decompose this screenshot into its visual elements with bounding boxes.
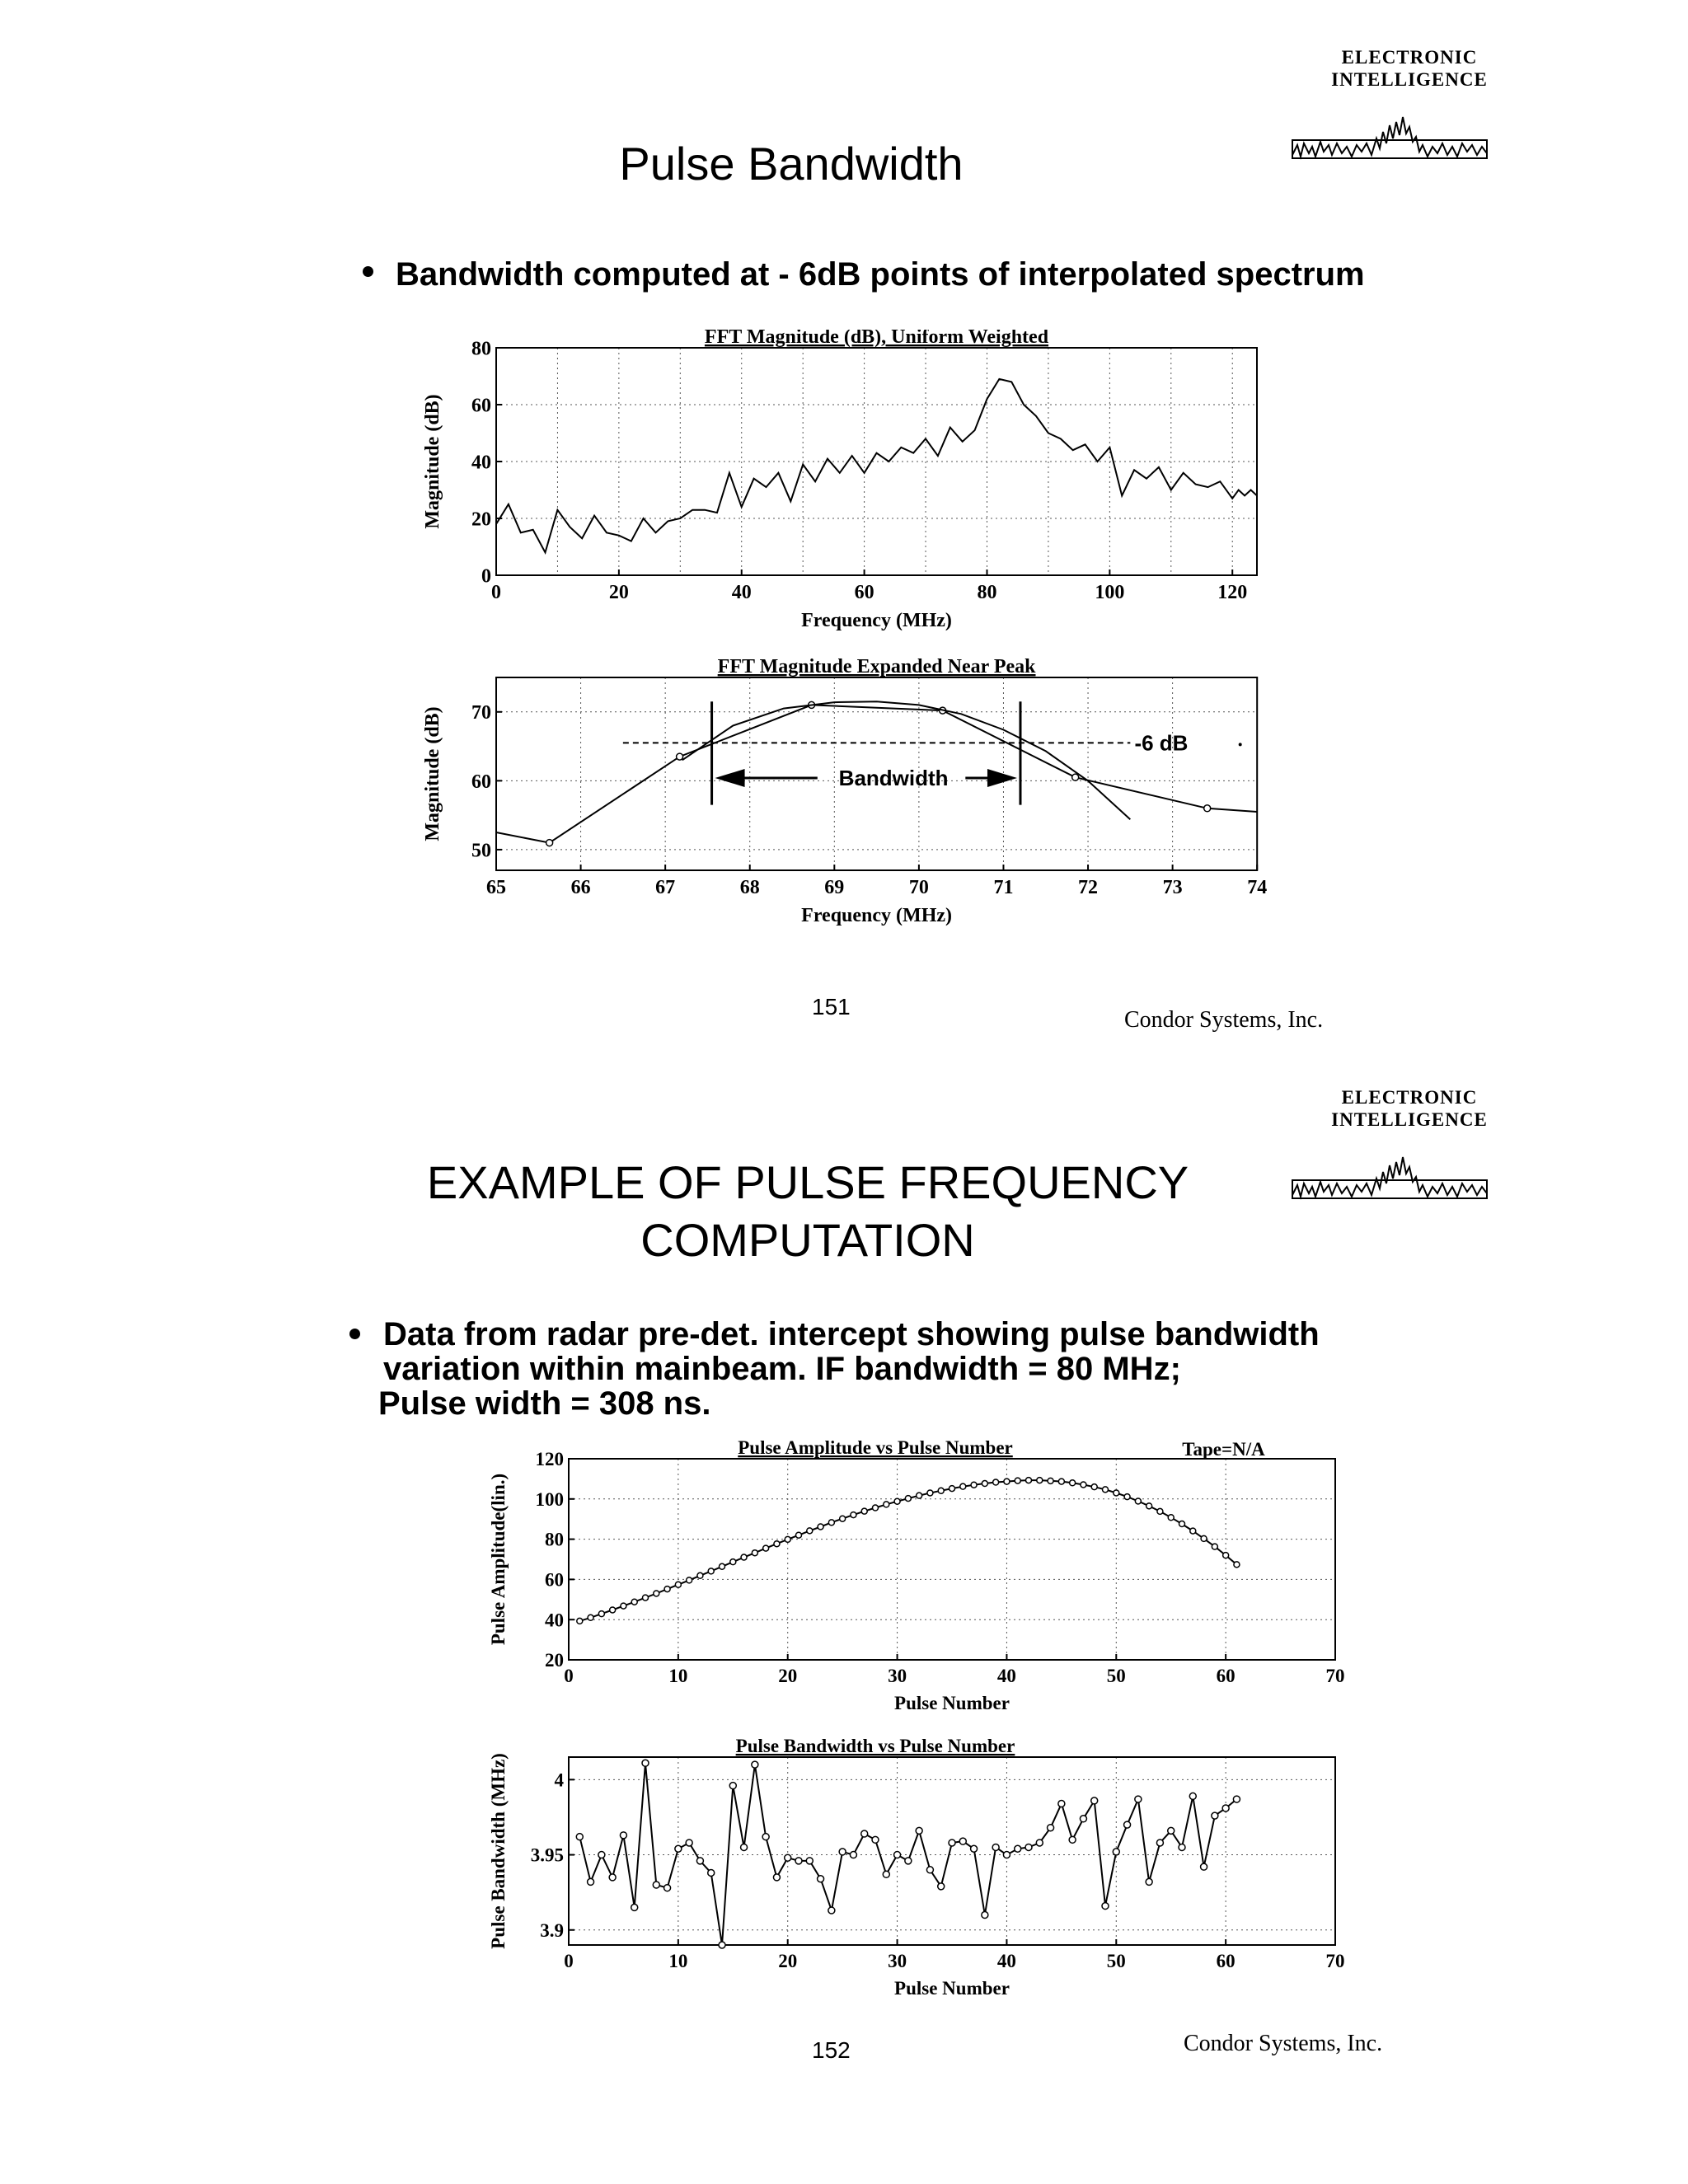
page-number: 152 [812,2037,851,2063]
y-tick-label: 40 [471,452,491,474]
data-point [1179,1521,1185,1527]
y-tick-label: 20 [545,1650,564,1671]
data-point [861,1830,868,1837]
data-point [1080,1816,1086,1822]
x-tick-label: 60 [1216,1951,1236,1971]
data-point [1091,1484,1097,1490]
x-axis-label: Frequency (MHz) [801,905,953,926]
pulse-amplitude-chart [478,1434,1385,1731]
x-tick-label: 0 [564,1666,574,1686]
data-point [576,1834,583,1840]
bandwidth-arrow-right-icon [987,769,1017,787]
data-point [993,1479,999,1485]
x-tick-label: 73 [1162,877,1183,898]
x-tick-label: 20 [778,1666,798,1686]
data-point [1189,1793,1196,1799]
plot-frame [569,1757,1335,1945]
data-point [1004,1479,1010,1484]
data-point [960,1483,966,1489]
data-point [642,1760,649,1766]
data-point [1015,1845,1021,1852]
x-tick-label: 67 [655,877,676,898]
data-point [795,1858,802,1864]
data-point [675,1845,682,1852]
data-point [926,1867,933,1873]
bullet-line-3: Pulse width = 308 ns. [378,1385,711,1422]
data-point [653,1882,659,1888]
y-tick-label: 3.95 [530,1844,564,1866]
data-point [773,1874,780,1881]
data-point [675,1582,681,1587]
data-point [1102,1903,1109,1910]
data-line [579,1763,1236,1945]
chart-title: Pulse Bandwidth vs Pulse Number [735,1736,1015,1756]
data-point [1179,1844,1185,1850]
y-axis-label: Magnitude (dB) [422,706,443,841]
data-point [1069,1836,1076,1843]
data-point [1168,1515,1174,1521]
x-axis-label: Pulse Number [894,1693,1010,1713]
data-point [1114,1490,1119,1496]
company-name: Condor Systems, Inc. [1184,2031,1383,2056]
data-point [905,1496,911,1502]
data-point [752,1550,757,1556]
data-point [621,1603,626,1609]
chart-title: FFT Magnitude (dB), Uniform Weighted [704,330,1049,348]
data-point [894,1852,901,1858]
x-tick-label: 74 [1247,877,1268,898]
minus-6db-label: -6 dB [1134,730,1189,756]
y-tick-label: 70 [471,702,491,724]
y-tick-label: 60 [471,395,491,417]
bullet-text: Bandwidth computed at - 6dB points of interpolated spectrum [396,256,1365,293]
data-point [687,1577,692,1583]
x-tick-label: 10 [668,1666,688,1686]
data-point [730,1559,736,1565]
data-point [1081,1482,1086,1488]
y-tick-label: 3.9 [540,1919,564,1941]
data-point [1201,1535,1207,1541]
x-tick-label: 40 [996,1666,1016,1686]
data-point [861,1508,867,1514]
data-point [950,1486,955,1492]
bullet-line-1: Data from radar pre-det. intercept showing pulse bandwidth [383,1316,1320,1352]
data-point [839,1849,846,1855]
data-point [763,1545,769,1551]
electronic-intelligence-banner [1302,46,1517,91]
data-point [785,1536,790,1542]
data-point [686,1840,692,1846]
data-point [1091,1797,1098,1804]
data-point [654,1591,659,1596]
x-tick-label: 72 [1078,877,1099,898]
company-name: Condor Systems, Inc. [1124,1007,1324,1033]
x-tick-label: 30 [888,1666,907,1686]
banner-line-2: INTELLIGENCE [1331,1109,1488,1130]
data-point [598,1611,604,1617]
fft-magnitude-chart [404,330,1294,643]
x-tick-label: 70 [1325,1666,1345,1686]
x-tick-label: 10 [668,1951,688,1971]
data-point [1015,1478,1020,1483]
banner-line-1: ELECTRONIC [1341,47,1478,68]
data-point [916,1827,922,1834]
data-point [818,1876,824,1882]
data-point [806,1858,813,1864]
data-point [664,1586,670,1592]
data-point [1048,1478,1053,1483]
y-tick-label: 60 [545,1569,564,1591]
data-point [1234,1562,1240,1568]
data-point [905,1858,912,1864]
x-tick-label: 0 [564,1951,574,1971]
x-tick-label: 60 [1216,1666,1236,1686]
data-point [982,1912,988,1919]
x-tick-label: 60 [854,582,874,603]
page-number: 151 [812,994,851,1019]
data-point [588,1615,593,1620]
data-point [959,1838,966,1844]
y-tick-label: 0 [481,565,491,588]
x-tick-label: 68 [739,877,760,898]
data-point [949,1840,955,1846]
data-point [807,1528,813,1534]
slide-title-line-1: EXAMPLE OF PULSE FREQUENCY [426,1156,1189,1208]
data-point [1003,1852,1010,1858]
data-point [1135,1796,1142,1802]
y-tick-label: 60 [471,771,491,793]
data-point [708,1568,714,1574]
data-point [938,1883,945,1890]
data-point [610,1607,616,1613]
data-point [818,1524,823,1530]
data-point [1124,1494,1130,1500]
x-tick-label: 40 [996,1951,1016,1971]
bandwidth-arrow-left-icon [715,769,745,787]
data-point [850,1852,856,1858]
data-point [546,840,553,846]
signal-logo-icon [1291,114,1489,165]
data-point [729,1783,736,1789]
data-point [1113,1849,1119,1855]
tape-annotation: Tape=N/A [1182,1439,1265,1460]
data-point [828,1907,835,1914]
y-tick-label: 80 [545,1529,564,1550]
data-point [883,1871,889,1877]
y-tick-label: 40 [545,1610,564,1631]
data-point [971,1482,977,1488]
data-point [785,1854,791,1861]
x-tick-label: 71 [993,877,1014,898]
bullet-dot [349,1329,360,1339]
banner-line-1: ELECTRONIC [1341,1087,1478,1108]
data-point [851,1512,856,1518]
data-point [643,1595,649,1601]
fft-expanded-chart [404,651,1294,981]
y-tick-label: 50 [471,840,491,862]
data-point [796,1532,802,1538]
data-point [1157,1508,1163,1514]
x-tick-label: 69 [824,877,845,898]
x-tick-label: 20 [778,1951,798,1971]
data-point [588,1878,594,1885]
data-point [609,1874,616,1881]
chart-title: FFT Magnitude Expanded Near Peak [717,656,1036,677]
x-tick-label: 70 [1325,1951,1345,1971]
data-point [577,1618,583,1624]
y-tick-label: 80 [471,338,491,360]
pulse-bandwidth-chart [478,1731,1385,2027]
data-point [1233,1796,1240,1802]
data-point [1072,774,1079,780]
y-tick-label: 100 [535,1488,564,1510]
x-tick-label: 70 [908,877,929,898]
data-point [884,1502,889,1507]
y-tick-label: 120 [535,1449,564,1470]
x-tick-label: 120 [1217,582,1248,603]
x-axis-label: Pulse Number [894,1978,1010,1999]
data-point [741,1554,747,1560]
bullet-text [378,1316,1320,1422]
y-tick-label: 20 [471,509,491,531]
data-point [1070,1480,1076,1486]
data-point [598,1852,605,1858]
data-point [917,1493,922,1498]
data-point [752,1761,758,1768]
x-tick-label: 40 [731,582,752,603]
y-axis-label: Magnitude (dB) [422,394,443,529]
data-point [938,1488,944,1493]
data-point [872,1836,879,1843]
x-tick-label: 66 [570,877,591,898]
x-tick-label: 50 [1106,1951,1126,1971]
slide-title-line-2: COMPUTATION [640,1214,975,1266]
data-point [1156,1840,1163,1846]
data-point [1025,1844,1032,1850]
x-tick-label: 100 [1095,582,1125,603]
bullet-line-2: variation within mainbeam. IF bandwidth = 80 MHz; [383,1351,1181,1387]
data-point [696,1858,703,1864]
x-tick-label: 20 [608,582,629,603]
data-point [1058,1479,1064,1484]
data-point [840,1516,846,1521]
data-point [1103,1487,1109,1493]
bandwidth-label: Bandwidth [838,766,949,791]
data-point [762,1834,769,1840]
data-point [677,753,683,760]
data-point [971,1845,978,1852]
data-point [1201,1863,1207,1870]
slide-title: Pulse Bandwidth [619,138,964,190]
data-point [1212,1544,1217,1549]
data-point [1058,1801,1065,1807]
x-tick-label: 0 [491,582,501,603]
data-point [1204,805,1211,812]
electronic-intelligence-banner [1302,1086,1517,1131]
data-point [1146,1503,1152,1509]
data-point [697,1572,703,1578]
data-point [708,1869,715,1876]
data-point [1048,1825,1054,1831]
data-point [620,1832,626,1839]
data-point [1146,1878,1152,1885]
data-point [992,1844,999,1850]
data-point [828,1520,834,1526]
data-point [664,1885,671,1891]
y-axis-label: Pulse Amplitude(lin.) [488,1473,509,1646]
x-tick-label: 50 [1106,1666,1126,1686]
data-point [631,1599,637,1605]
data-point [1168,1827,1175,1834]
y-tick-label: 4 [554,1769,564,1791]
data-point [741,1844,748,1850]
data-point [1212,1812,1218,1819]
data-point [1036,1840,1043,1846]
data-point [631,1904,638,1910]
x-tick-label: 30 [888,1951,907,1971]
banner-line-2: INTELLIGENCE [1331,69,1488,90]
chart-title: Pulse Amplitude vs Pulse Number [738,1437,1013,1458]
data-point [1026,1478,1032,1483]
data-point [894,1498,900,1504]
data-point [1222,1805,1229,1811]
x-axis-label: Frequency (MHz) [801,610,952,631]
speck [1239,743,1242,746]
data-point [1190,1528,1196,1534]
data-point [1135,1498,1141,1504]
data-point [1223,1553,1229,1558]
y-axis-label: Pulse Bandwidth (MHz) [488,1753,509,1949]
data-point [873,1505,879,1511]
data-point [720,1563,725,1569]
data-point [982,1481,987,1487]
x-tick-label: 65 [486,877,506,898]
data-point [927,1490,933,1496]
data-point [774,1541,780,1547]
data-point [1037,1478,1043,1483]
slide-title [313,1154,1302,1269]
data-point [1124,1821,1131,1828]
x-tick-label: 80 [977,582,997,603]
data-point [719,1942,725,1948]
bullet-dot [363,266,373,277]
signal-logo-icon [1291,1154,1489,1205]
